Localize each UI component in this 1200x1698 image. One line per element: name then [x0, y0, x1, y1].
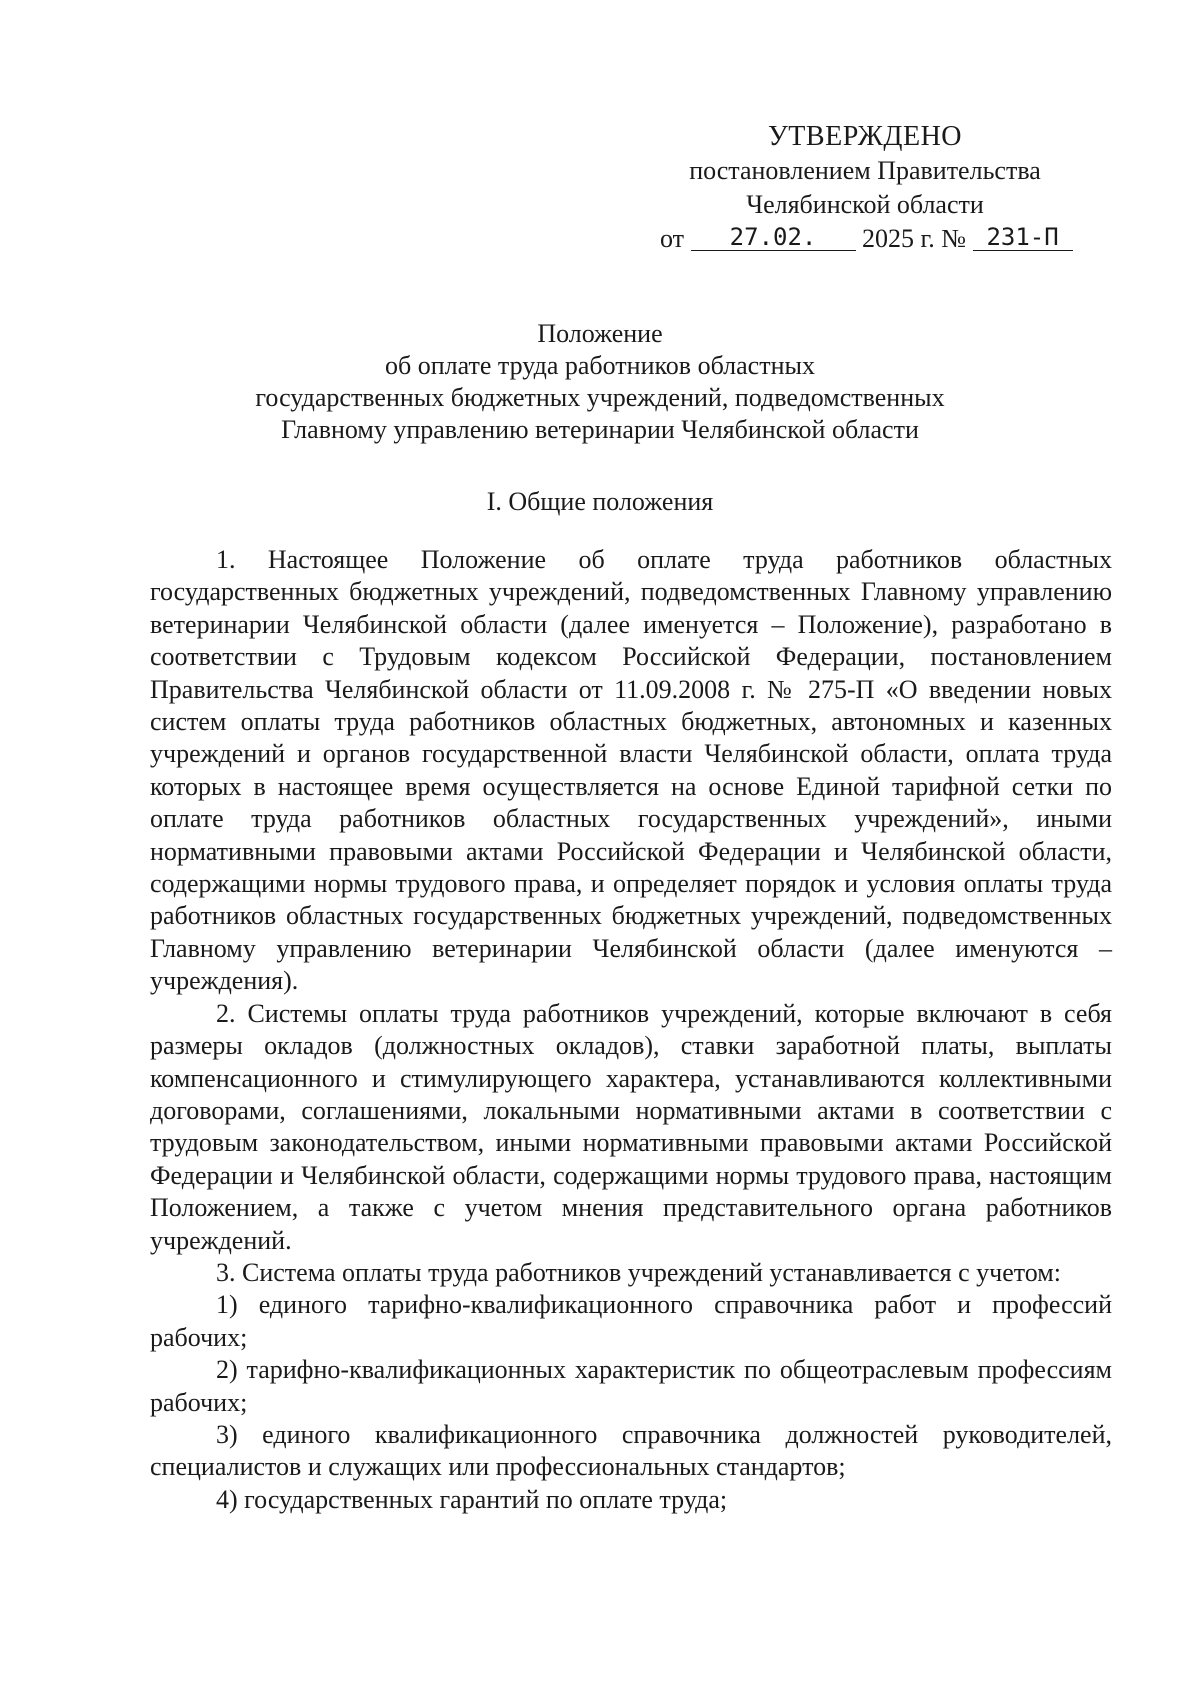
title-line-2: об оплате труда работников областных [385, 351, 815, 380]
year-number-label: 2025 г. № [862, 224, 967, 253]
title-line-3: государственных бюджетных учреждений, подведомственных [255, 383, 945, 412]
paragraph-2: 2. Системы оплаты труда работников учреждений, которые включают в себя размеры окладов (должностных окладов), ставки заработной платы, выплаты компенсационного и стимулирующего характера, устанавливаются коллективными договорами, соглашениями, локальными нормативными актами в соответствии с трудовым законодательством, иными нормативными правовыми актами Российской Федерации и Челябинской области, содержащими нормы трудового права, настоящим Положением, а также с учетом мнения представительного органа работников учреждений. [150, 998, 1112, 1255]
approval-date-line [660, 222, 1070, 256]
title-line-4: Главному управлению ветеринарии Челябинской области [281, 415, 919, 444]
paragraph-3: 3. Система оплаты труда работников учреждений устанавливается с учетом: [216, 1257, 1061, 1287]
from-label: от [660, 224, 685, 253]
document-title [150, 318, 1050, 446]
title-line-1: Положение [537, 319, 663, 348]
approval-date-field: 27.02. [691, 224, 856, 251]
approved-by-line-1: постановлением Правительства [689, 156, 1041, 185]
approval-stamp [660, 120, 1070, 256]
section-heading: I. Общие положения [486, 487, 714, 516]
document-body [150, 544, 1112, 1516]
list-item-1: 1) единого тарифно-квалификационного справочника работ и профессий рабочих; [150, 1290, 1112, 1352]
approved-heading: УТВЕРЖДЕНО [767, 121, 963, 152]
approved-by-line-2: Челябинской области [746, 190, 984, 219]
approval-number-field: 231-П [973, 224, 1073, 251]
list-item-3: 3) единого квалификационного справочника должностей руководителей, специалистов и служащих или профессиональных стандартов; [150, 1419, 1112, 1482]
list-item-4: 4) государственных гарантий по оплате труда; [216, 1484, 728, 1514]
list-item-2: 2) тарифно-квалификационных характеристик по общеотраслевым профессиям рабочих; [150, 1355, 1112, 1417]
paragraph-1: 1. Настоящее Положение об оплате труда работников областных государственных бюджетных учреждений, подведомственных Главному управлению ветеринарии Челябинской области (далее именуется – Положение), разработано в соответствии с Трудовым кодексом Российской Федерации, постановлением Правительства Челябинской области от 11.09.2008 г. № 275-П «О введении новых систем оплаты труда работников областных бюджетных, автономных и казенных учреждений и органов государственной власти Челябинской области, оплата труда которых в настоящее время осуществляется на основе Единой тарифной сетки по оплате труда работников областных государственных учреждений», иными нормативными правовыми актами Российской Федерации и Челябинской области, содержащими нормы трудового права, и определяет порядок и условия оплаты труда работников областных государственных бюджетных учреждений, подведомственных Главному управлению ветеринарии Челябинской области (далее именуются – учреждения). [150, 545, 1112, 996]
